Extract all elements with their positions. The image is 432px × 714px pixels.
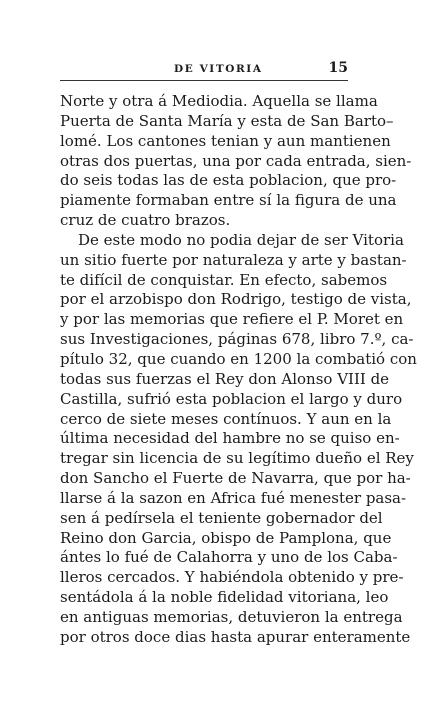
text-line: pítulo 32, que cuando en 1200 la combatió con (60, 349, 417, 368)
text-line: llarse á la sazon en Africa fué menester pasa- (60, 488, 407, 507)
header-rule (60, 80, 348, 81)
text-line: lomé. Los cantones tenian y aun mantienen (60, 131, 391, 150)
text-line: cruz de cuatro brazos. (60, 211, 231, 230)
running-head: DE VITORIA (174, 63, 263, 75)
text-line: sen á pedírsela el teniente gobernador del (60, 508, 383, 527)
body-text (60, 92, 417, 648)
text-line: lleros cercados. Y habiéndola obtenido y pre- (60, 568, 404, 587)
text-line: un sitio fuerte por naturaleza y arte y bastan- (60, 250, 407, 269)
text-line: por otros doce dias hasta apurar enteramente (60, 627, 411, 646)
text-line: Puerta de Santa María y esta de San Barto– (60, 111, 394, 130)
text-line: tregar sin licencia de su legítimo dueño el Rey (60, 449, 414, 468)
text-line: Castilla, sufrió esta poblacion el largo y duro (60, 389, 403, 408)
text-line: piamente formaban entre sí la figura de una (60, 191, 397, 210)
text-line: Reino don Garcia, obispo de Pamplona, que (60, 528, 392, 547)
text-line: por el arzobispo don Rodrigo, testigo de vista, (60, 290, 412, 309)
text-line: don Sancho el Fuerte de Navarra, que por ha- (60, 469, 411, 488)
text-line: y por las memorias que refiere el P. Moret en (60, 310, 404, 329)
text-line: sus Investigaciones, páginas 678, libro 7.º, ca- (60, 330, 414, 349)
page-number: 15 (328, 60, 348, 76)
text-line: todas sus fuerzas el Rey don Alonso VIII de (60, 369, 390, 388)
text-line: sentádola á la noble fidelidad vitoriana, leo (60, 588, 389, 607)
text-line: te difícil de conquistar. En efecto, sabemos (60, 270, 388, 289)
text-line: Norte y otra á Mediodia. Aquella se llama (60, 92, 378, 110)
text-line: ántes lo fué de Calahorra y uno de los Caba- (60, 548, 398, 567)
text-line: do seis todas las de esta poblacion, que pro- (60, 171, 397, 190)
text-line: De este modo no podia dejar de ser Vitoria (78, 230, 404, 249)
text-line: cerco de siete meses contínuos. Y aun en la (60, 409, 392, 428)
text-line: en antiguas memorias, detuvieron la entrega (60, 607, 403, 626)
page-header (60, 60, 348, 78)
text-line: última necesidad del hambre no se quiso en- (60, 429, 400, 448)
text-line: otras dos puertas, una por cada entrada, sien- (60, 151, 412, 170)
